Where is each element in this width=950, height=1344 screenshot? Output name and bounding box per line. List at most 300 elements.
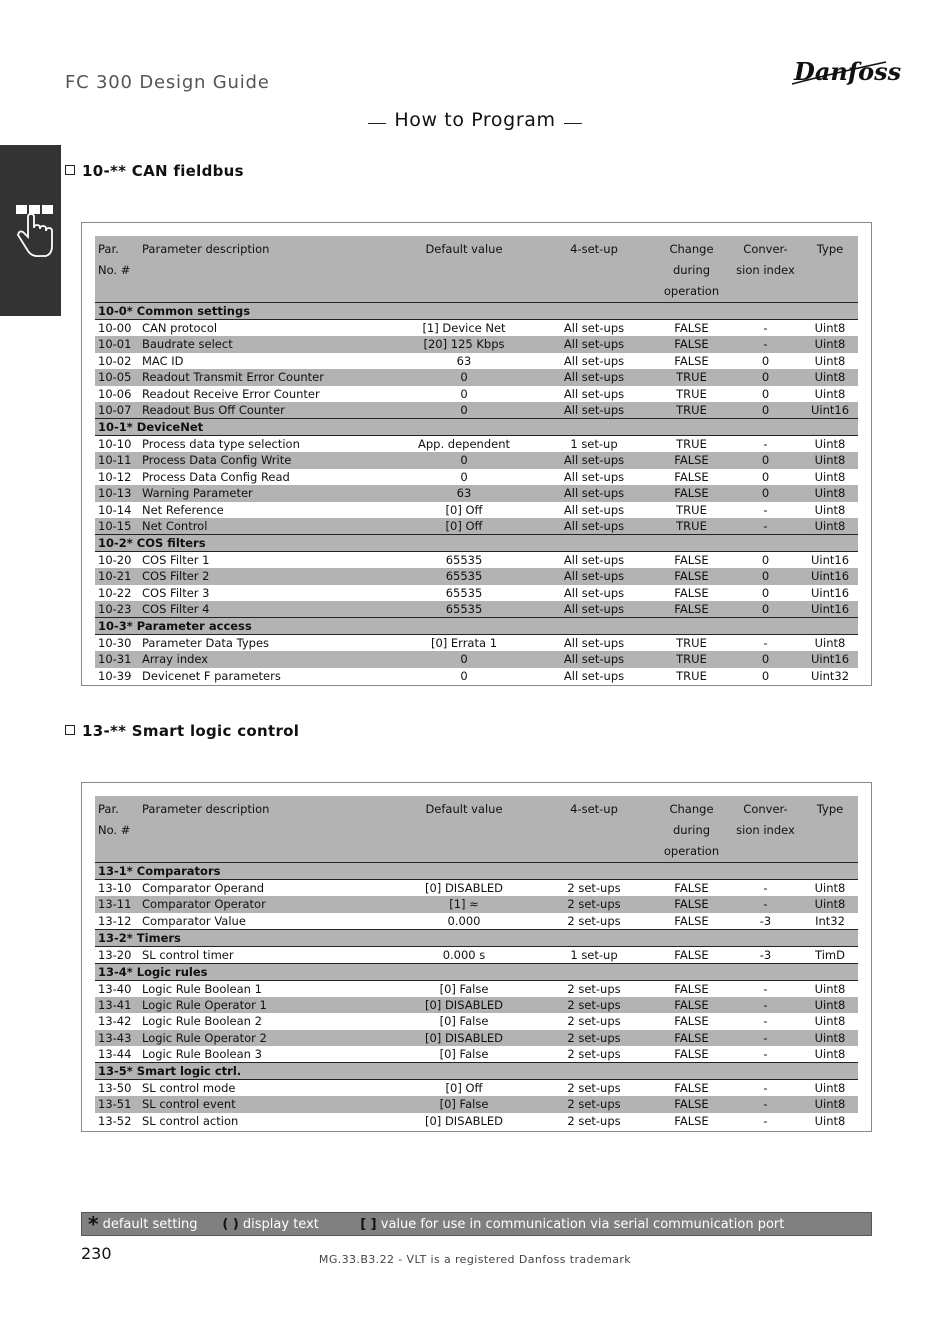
param-number: 10-31 <box>95 651 139 668</box>
col-description-header: Parameter description <box>139 236 394 303</box>
setup-scope: All set-ups <box>534 369 654 386</box>
data-type: Uint8 <box>802 1030 858 1047</box>
param-description: Logic Rule Boolean 3 <box>142 1047 262 1061</box>
data-type: Uint8 <box>814 502 846 517</box>
change-during-operation: FALSE <box>674 947 709 962</box>
setup-scope: 2 set-ups <box>534 1030 654 1047</box>
param-description: Readout Receive Error Counter <box>142 386 320 401</box>
conversion-index: - <box>763 636 768 650</box>
conversion-index: - <box>729 896 802 913</box>
param-description: COS Filter 1 <box>142 553 210 567</box>
table-row <box>95 518 858 535</box>
conversion-index: - <box>763 1014 768 1029</box>
param-number: 13-42 <box>98 1014 132 1029</box>
setup-scope: All set-ups <box>534 485 654 502</box>
default-value: [0] Errata 1 <box>430 636 498 650</box>
param-description: Readout Bus Off Counter <box>139 402 394 419</box>
param-description: COS Filter 2 <box>139 568 394 585</box>
change-during-operation: FALSE <box>674 353 709 368</box>
group-title: 10-0* Common settings <box>95 303 858 320</box>
default-value: 65535 <box>445 585 483 600</box>
legend-bar <box>81 1212 872 1236</box>
default-value: 0 <box>394 651 534 668</box>
param-description: Comparator Value <box>142 913 246 928</box>
conversion-index: - <box>763 437 768 451</box>
table-header-row <box>95 236 858 303</box>
table-row <box>95 1080 858 1097</box>
param-number: 10-12 <box>98 469 132 484</box>
param-number: 10-23 <box>95 601 139 618</box>
table-row <box>95 997 858 1014</box>
parameter-table <box>95 236 858 684</box>
setup-scope: 1 set-up <box>570 437 618 451</box>
group-title: 13-2* Timers <box>95 929 858 946</box>
param-number: 10-01 <box>95 336 139 353</box>
group-header-row <box>95 618 858 635</box>
default-value: 0.000 s <box>442 947 486 962</box>
legend-paren-text: display text <box>242 1217 319 1232</box>
param-number: 10-21 <box>95 568 139 585</box>
param-number: 10-39 <box>98 668 132 683</box>
param-number: 13-44 <box>98 1047 132 1061</box>
default-value: [20] 125 Kbps <box>394 336 534 353</box>
change-during-operation: FALSE <box>674 469 709 484</box>
setup-scope: 2 set-ups <box>567 1014 621 1029</box>
legend-bracket-symbol: [ ] <box>360 1217 377 1232</box>
conversion-index: 0 <box>761 469 770 484</box>
change-during-operation: FALSE <box>654 336 729 353</box>
section-heading-smart-logic: 13-** Smart logic control <box>65 722 299 740</box>
conversion-index: 0 <box>729 601 802 618</box>
col-change-header: Change during operation <box>654 796 729 863</box>
default-value: 65535 <box>394 568 534 585</box>
col-change-header: Change during operation <box>654 236 729 303</box>
table-row <box>95 668 858 685</box>
group-header-row <box>95 303 858 320</box>
default-value: [0] False <box>439 1047 489 1061</box>
table-row <box>95 485 858 502</box>
default-value: 0 <box>460 668 468 683</box>
data-type: Uint8 <box>802 896 858 913</box>
data-type: Uint8 <box>814 1014 846 1029</box>
data-type: Uint8 <box>802 452 858 469</box>
param-description: Net Control <box>139 518 394 535</box>
group-title: 10-2* COS filters <box>95 535 858 552</box>
setup-scope: All set-ups <box>563 502 625 517</box>
setup-scope: 2 set-ups <box>567 881 621 895</box>
param-description: SL control mode <box>142 1081 236 1095</box>
param-number: 10-07 <box>95 402 139 419</box>
hand-pointer-icon <box>10 201 60 261</box>
param-number: 13-50 <box>98 1081 132 1095</box>
section-heading-can-fieldbus: 10-** CAN fieldbus <box>65 162 244 180</box>
group-title: 13-1* Comparators <box>95 863 858 880</box>
default-value: [0] DISABLED <box>425 881 503 895</box>
data-type: Uint8 <box>814 1047 846 1061</box>
conversion-index: - <box>763 502 768 517</box>
group-title: 10-1* DeviceNet <box>95 419 858 436</box>
table-body <box>95 303 858 685</box>
param-number: 10-20 <box>98 553 132 567</box>
data-type: Uint8 <box>814 636 846 650</box>
change-during-operation: TRUE <box>654 369 729 386</box>
default-value: 63 <box>456 353 472 368</box>
param-description: Comparator Operator <box>139 896 394 913</box>
parameter-table-frame <box>81 782 872 1132</box>
change-during-operation: FALSE <box>654 997 729 1014</box>
data-type: Uint16 <box>810 553 850 567</box>
table-row <box>95 353 858 370</box>
setup-scope: 2 set-ups <box>534 896 654 913</box>
conversion-index: 0 <box>761 668 770 683</box>
conversion-index: - <box>763 881 768 895</box>
table-row <box>95 502 858 519</box>
data-type: Uint8 <box>814 881 846 895</box>
table-body <box>95 863 858 1130</box>
table-row <box>95 452 858 469</box>
setup-scope: All set-ups <box>534 336 654 353</box>
default-value: 65535 <box>445 553 483 567</box>
table-row <box>95 1046 858 1063</box>
setup-scope: 2 set-ups <box>567 913 621 928</box>
col-conversion-header: Conver- sion index <box>729 796 802 863</box>
param-number: 10-30 <box>98 636 132 650</box>
table-header-row <box>95 796 858 863</box>
data-type: Uint8 <box>814 386 846 401</box>
setup-scope: All set-ups <box>563 321 625 335</box>
table-row <box>95 1013 858 1030</box>
change-during-operation: FALSE <box>654 896 729 913</box>
default-value: 0 <box>394 402 534 419</box>
conversion-index: - <box>729 1096 802 1113</box>
setup-scope: 2 set-ups <box>534 997 654 1014</box>
param-description: MAC ID <box>142 353 184 368</box>
setup-scope: All set-ups <box>534 402 654 419</box>
data-type: Uint16 <box>802 402 858 419</box>
param-description: COS Filter 4 <box>139 601 394 618</box>
default-value: 65535 <box>394 601 534 618</box>
setup-scope: 2 set-ups <box>567 1047 621 1061</box>
table-row <box>95 1030 858 1047</box>
default-value: [0] Off <box>394 518 534 535</box>
table-row <box>95 980 858 997</box>
default-value: 0 <box>460 469 468 484</box>
setup-scope: 1 set-up <box>570 947 618 962</box>
data-type: TimD <box>815 947 845 962</box>
setup-scope: All set-ups <box>563 469 625 484</box>
change-during-operation: FALSE <box>674 1014 709 1029</box>
conversion-index: 0 <box>729 651 802 668</box>
col-default-header: Default value <box>394 236 534 303</box>
setup-scope: All set-ups <box>563 585 625 600</box>
conversion-index: 0 <box>729 369 802 386</box>
change-during-operation: FALSE <box>674 881 709 895</box>
table-row <box>95 635 858 652</box>
checkbox-icon <box>65 725 75 735</box>
table-row <box>95 601 858 618</box>
default-value: 0.000 <box>447 913 481 928</box>
data-type: Uint8 <box>802 518 858 535</box>
conversion-index: -3 <box>759 947 772 962</box>
table-row <box>95 386 858 403</box>
change-during-operation: FALSE <box>654 601 729 618</box>
conversion-index: 0 <box>729 452 802 469</box>
param-number: 10-22 <box>98 585 132 600</box>
table-row <box>95 568 858 585</box>
default-value: [0] Off <box>445 1081 483 1095</box>
change-during-operation: TRUE <box>654 402 729 419</box>
conversion-index: - <box>729 997 802 1014</box>
data-type: Uint8 <box>802 997 858 1014</box>
change-during-operation: FALSE <box>674 553 709 567</box>
data-type: Uint8 <box>814 321 846 335</box>
change-during-operation: FALSE <box>674 1113 709 1128</box>
legend-bracket-text: value for use in communication via serial communication port <box>380 1217 785 1232</box>
default-value: [0] False <box>439 1014 489 1029</box>
setup-scope: All set-ups <box>534 452 654 469</box>
change-during-operation: FALSE <box>654 1096 729 1113</box>
param-number: 10-15 <box>95 518 139 535</box>
data-type: Uint8 <box>814 469 846 484</box>
conversion-index: 0 <box>729 568 802 585</box>
group-title: 10-3* Parameter access <box>95 618 858 635</box>
data-type: Uint8 <box>814 353 846 368</box>
data-type: Uint8 <box>814 1113 846 1128</box>
change-during-operation: FALSE <box>674 321 709 335</box>
conversion-index: - <box>763 1047 768 1061</box>
conversion-index: 0 <box>761 585 770 600</box>
data-type: Uint16 <box>802 601 858 618</box>
param-number: 13-43 <box>95 1030 139 1047</box>
default-value: [0] Off <box>445 502 483 517</box>
data-type: Uint32 <box>810 668 850 683</box>
danfoss-logo <box>790 50 902 94</box>
table-row <box>95 369 858 386</box>
table-row <box>95 913 858 930</box>
change-during-operation: FALSE <box>674 981 709 996</box>
setup-scope: All set-ups <box>563 553 625 567</box>
change-during-operation: FALSE <box>674 1081 709 1095</box>
conversion-index: 0 <box>729 402 802 419</box>
param-number: 13-10 <box>98 881 132 895</box>
change-during-operation: FALSE <box>654 485 729 502</box>
group-header-row <box>95 863 858 880</box>
data-type: Uint16 <box>802 568 858 585</box>
param-number: 10-05 <box>95 369 139 386</box>
legend-star-text: default setting <box>102 1217 198 1232</box>
param-number: 10-13 <box>95 485 139 502</box>
col-type-header: Type <box>802 236 858 303</box>
param-description: Logic Rule Operator 2 <box>139 1030 394 1047</box>
setup-scope: All set-ups <box>534 518 654 535</box>
conversion-index: - <box>763 1081 768 1095</box>
param-description: Logic Rule Boolean 2 <box>142 1014 262 1029</box>
group-header-row <box>95 535 858 552</box>
param-description: Parameter Data Types <box>142 636 270 650</box>
parameter-table-frame <box>81 222 872 686</box>
param-description: Baudrate select <box>139 336 394 353</box>
default-value: 63 <box>394 485 534 502</box>
data-type: Uint16 <box>802 651 858 668</box>
col-setup-header: 4-set-up <box>534 796 654 863</box>
conversion-index: 0 <box>761 353 770 368</box>
param-description: Net Reference <box>142 502 224 517</box>
param-description: Warning Parameter <box>139 485 394 502</box>
setup-scope: All set-ups <box>563 386 625 401</box>
change-during-operation: FALSE <box>674 913 709 928</box>
setup-scope: 2 set-ups <box>567 1081 621 1095</box>
col-setup-header: 4-set-up <box>534 236 654 303</box>
param-description: Process Data Config Write <box>139 452 394 469</box>
conversion-index: - <box>763 321 768 335</box>
chapter-title: How to Program <box>0 109 950 131</box>
param-description: SL control timer <box>142 947 234 962</box>
default-value: 0 <box>394 452 534 469</box>
table-row <box>95 402 858 419</box>
change-during-operation: TRUE <box>676 386 707 401</box>
legend-paren-symbol: ( ) <box>222 1217 239 1232</box>
param-description: SL control event <box>139 1096 394 1113</box>
data-type: Uint8 <box>802 1096 858 1113</box>
conversion-index: - <box>763 981 768 996</box>
side-chapter-tab <box>0 145 61 316</box>
param-description: Comparator Operand <box>142 881 265 895</box>
table-row <box>95 946 858 963</box>
table-row <box>95 585 858 602</box>
setup-scope: 2 set-ups <box>567 1113 621 1128</box>
col-type-header: Type <box>802 796 858 863</box>
conversion-index: 0 <box>761 553 770 567</box>
default-value: [0] DISABLED <box>425 1113 503 1128</box>
change-during-operation: FALSE <box>654 452 729 469</box>
table-row <box>95 552 858 569</box>
setup-scope: All set-ups <box>563 668 625 683</box>
param-number: 13-40 <box>98 981 132 996</box>
change-during-operation: TRUE <box>654 518 729 535</box>
default-value: [0] False <box>439 981 489 996</box>
setup-scope: 2 set-ups <box>534 1096 654 1113</box>
table-row <box>95 1113 858 1130</box>
default-value: 0 <box>394 369 534 386</box>
data-type: Uint8 <box>802 369 858 386</box>
col-conversion-header: Conver- sion index <box>729 236 802 303</box>
param-number: 10-11 <box>95 452 139 469</box>
group-header-row <box>95 929 858 946</box>
parameter-table <box>95 796 858 1129</box>
change-during-operation: TRUE <box>676 502 707 517</box>
default-value: [0] DISABLED <box>394 997 534 1014</box>
param-number: 10-00 <box>98 321 132 335</box>
data-type: Uint8 <box>802 485 858 502</box>
param-description: Process Data Config Read <box>142 469 290 484</box>
data-type: Uint8 <box>814 437 846 451</box>
setup-scope: All set-ups <box>563 636 625 650</box>
change-during-operation: TRUE <box>654 651 729 668</box>
col-par-header: Par. No. # <box>95 796 139 863</box>
param-number: 10-02 <box>98 353 132 368</box>
conversion-index: 0 <box>761 386 770 401</box>
table-row <box>95 1096 858 1113</box>
setup-scope: All set-ups <box>534 568 654 585</box>
param-number: 13-12 <box>98 913 132 928</box>
change-during-operation: FALSE <box>674 1047 709 1061</box>
param-description: Array index <box>139 651 394 668</box>
group-header-row <box>95 419 858 436</box>
group-header-row <box>95 1063 858 1080</box>
param-number: 13-41 <box>95 997 139 1014</box>
param-description: COS Filter 3 <box>142 585 210 600</box>
default-value: [1] ≈ <box>394 896 534 913</box>
default-value: [0] False <box>394 1096 534 1113</box>
setup-scope: All set-ups <box>563 353 625 368</box>
conversion-index: - <box>763 1113 768 1128</box>
param-description: Logic Rule Boolean 1 <box>142 981 262 996</box>
param-number: 10-14 <box>98 502 132 517</box>
col-default-header: Default value <box>394 796 534 863</box>
default-value: 0 <box>460 386 468 401</box>
param-description: Devicenet F parameters <box>142 668 281 683</box>
param-number: 13-52 <box>98 1113 132 1128</box>
legend-star-symbol: * <box>88 1212 99 1236</box>
param-description: SL control action <box>142 1113 239 1128</box>
group-title: 13-4* Logic rules <box>95 963 858 980</box>
table-row <box>95 896 858 913</box>
param-number: 10-10 <box>98 437 132 451</box>
table-row <box>95 436 858 453</box>
group-header-row <box>95 963 858 980</box>
conversion-index: - <box>729 336 802 353</box>
table-row <box>95 880 858 897</box>
change-during-operation: TRUE <box>676 636 707 650</box>
data-type: Int32 <box>815 913 845 928</box>
change-during-operation: FALSE <box>654 568 729 585</box>
change-during-operation: FALSE <box>674 585 709 600</box>
footer-trademark: MG.33.B3.22 - VLT is a registered Danfoss trademark <box>318 1253 632 1266</box>
setup-scope: 2 set-ups <box>567 981 621 996</box>
col-par-header: Par. No. # <box>95 236 139 303</box>
change-during-operation: TRUE <box>676 437 707 451</box>
default-value: [0] DISABLED <box>394 1030 534 1047</box>
conversion-index: 0 <box>729 485 802 502</box>
param-number: 13-11 <box>95 896 139 913</box>
data-type: Uint8 <box>814 981 846 996</box>
data-type: Uint16 <box>810 585 850 600</box>
data-type: Uint8 <box>814 1081 846 1095</box>
checkbox-icon <box>65 165 75 175</box>
default-value: [1] Device Net <box>422 321 506 335</box>
table-row <box>95 651 858 668</box>
svg-text:Danfoss: Danfoss <box>794 57 902 86</box>
param-description: Readout Transmit Error Counter <box>139 369 394 386</box>
col-description-header: Parameter description <box>139 796 394 863</box>
group-title: 13-5* Smart logic ctrl. <box>95 1063 858 1080</box>
param-number: 13-51 <box>95 1096 139 1113</box>
data-type: Uint8 <box>802 336 858 353</box>
conversion-index: - <box>729 1030 802 1047</box>
setup-scope: All set-ups <box>534 651 654 668</box>
change-during-operation: TRUE <box>676 668 707 683</box>
table-row <box>95 320 858 337</box>
param-description: CAN protocol <box>142 321 218 335</box>
doc-title: FC 300 Design Guide <box>65 72 270 93</box>
conversion-index: -3 <box>759 913 772 928</box>
change-during-operation: FALSE <box>654 1030 729 1047</box>
conversion-index: - <box>729 518 802 535</box>
default-value: App. dependent <box>418 437 510 451</box>
table-row <box>95 336 858 353</box>
param-description: Process data type selection <box>142 437 300 451</box>
table-row <box>95 469 858 486</box>
